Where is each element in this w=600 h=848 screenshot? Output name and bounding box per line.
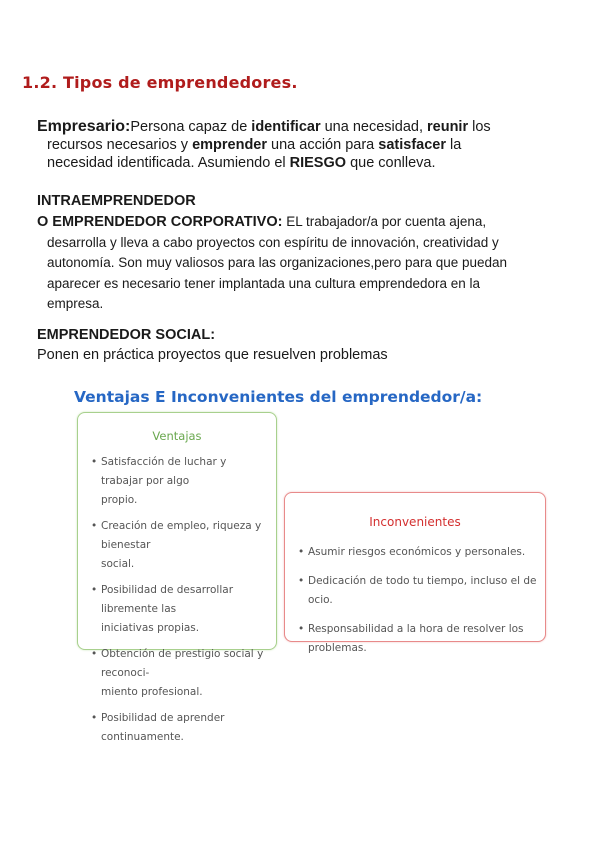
- social-text: Ponen en práctica proyectos que resuelven problemas: [37, 347, 388, 363]
- social-paragraph: [37, 326, 388, 364]
- empresario-bold: identificar: [251, 119, 321, 135]
- list-item-line: • Creación de empleo, riqueza y bienestar: [101, 520, 262, 551]
- ventajas-heading: Ventajas E Inconvenientes del emprendedor/a:: [74, 388, 483, 406]
- list-item: [91, 581, 268, 638]
- list-item: • Responsabilidad a la hora de resolver los problemas.: [298, 620, 537, 658]
- list-item-line: social.: [101, 558, 135, 570]
- empresario-paragraph: [37, 118, 491, 172]
- list-item: [91, 453, 268, 510]
- list-item: • Asumir riesgos económicos y personales.: [298, 543, 537, 562]
- intra-text: EL trabajador/a por cuenta ajena,: [282, 214, 487, 229]
- empresario-text: la: [445, 137, 462, 153]
- empresario-text: que conlleva.: [346, 155, 436, 171]
- empresario-text: una acción para: [267, 137, 379, 153]
- empresario-label: Empresario:: [37, 118, 131, 135]
- ventajas-list: [78, 453, 276, 747]
- inconvenientes-title: Inconvenientes: [369, 515, 461, 529]
- empresario-bold: emprender: [192, 137, 268, 153]
- social-heading: EMPRENDEDOR SOCIAL:: [37, 327, 216, 343]
- list-item: [91, 645, 268, 702]
- empresario-text: Persona capaz de: [130, 119, 252, 135]
- empresario-bold: RIESGO: [289, 155, 347, 171]
- intra-line: autonomía. Son muy valiosos para las organizaciones,pero para que puedan: [47, 255, 508, 270]
- list-item: [91, 517, 268, 574]
- ventajas-box: [77, 412, 277, 743]
- empresario-bold: satisfacer: [378, 137, 446, 153]
- intraemprendedor-paragraph: [37, 192, 507, 315]
- list-item: [91, 709, 268, 747]
- list-item-line: • Posibilidad de aprender continuamente.: [101, 712, 225, 743]
- empresario-text: los: [468, 119, 491, 135]
- list-item-line: • Obtención de prestigio social y reconoci-: [101, 648, 264, 679]
- list-item: • Dedicación de todo tu tiempo, incluso el de ocio.: [298, 572, 537, 610]
- intra-line: empresa.: [47, 296, 104, 311]
- intra-line: desarrolla y lleva a cabo proyectos con espíritu de innovación, creatividad y: [47, 234, 499, 250]
- empresario-bold: reunir: [427, 119, 469, 135]
- intra-heading: INTRAEMPRENDEDOR: [37, 193, 196, 209]
- empresario-text: recursos necesarios y: [47, 137, 193, 153]
- list-item-line: • Satisfacción de luchar y trabajar por algo: [101, 456, 227, 487]
- list-item-line: propio.: [101, 494, 138, 506]
- intra-heading-2: O EMPRENDEDOR CORPORATIVO:: [37, 214, 283, 230]
- list-item-line: iniciativas propias.: [101, 622, 200, 634]
- empresario-text: una necesidad,: [320, 119, 428, 135]
- list-item-line: miento profesional.: [101, 686, 203, 698]
- inconvenientes-box: [284, 492, 546, 654]
- inconvenientes-list: [285, 543, 545, 658]
- empresario-text: necesidad identificada. Asumiendo el: [47, 155, 290, 171]
- section-title: 1.2. Tipos de emprendedores.: [22, 73, 298, 92]
- list-item-line: • Posibilidad de desarrollar libremente las: [101, 584, 234, 615]
- ventajas-title: Ventajas: [152, 429, 202, 443]
- intra-line: aparecer es necesario tener implantada una cultura emprendedora en la: [47, 275, 481, 291]
